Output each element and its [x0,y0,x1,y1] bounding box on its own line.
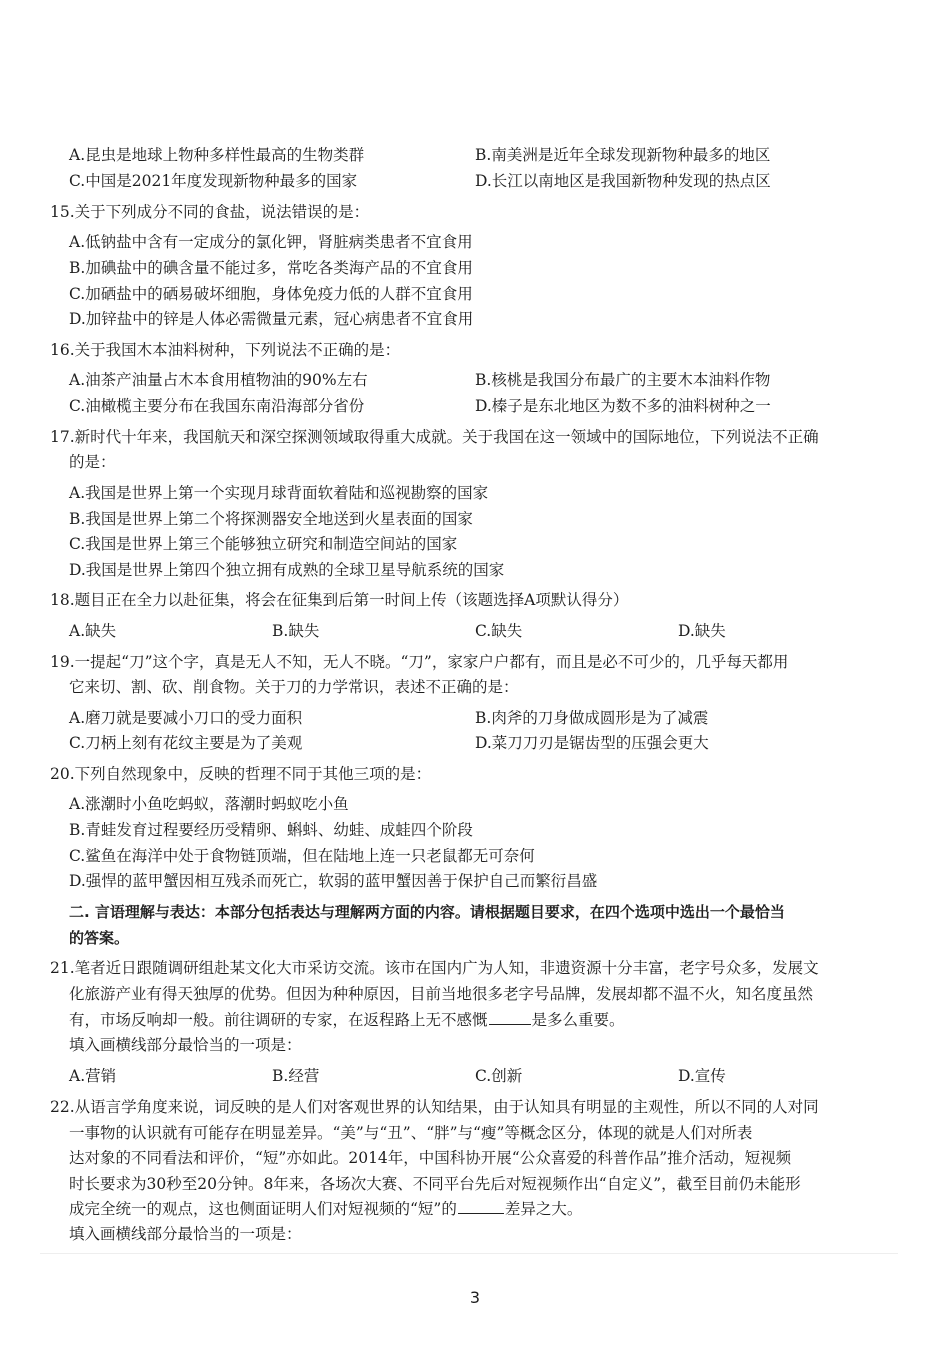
q17-option-d: D.我国是世界上第四个独立拥有成熟的全球卫星导航系统的国家 [69,561,505,579]
q21-option-c: C.创新 [475,1067,523,1085]
fill-in-blank [458,1197,504,1214]
q15-stem: 15.关于下列成分不同的食盐，说法错误的是： [50,203,370,221]
q22-passage-line-3: 达对象的不同看法和评价，“短”亦如此。2014年，中国科协开展“公众喜爱的科普作品”推介活动，短视频 [69,1149,792,1167]
q20-option-d: D.强悍的蓝甲蟹因相互残杀而死亡，软弱的蓝甲蟹因善于保护自己而繁衍昌盛 [69,872,598,890]
q18-option-b: B.缺失 [272,622,320,640]
q17-option-a: A.我国是世界上第一个实现月球背面软着陆和巡视勘察的国家 [69,484,489,502]
q21-option-d: D.宣传 [678,1067,726,1085]
q19-option-c: C.刀柄上刻有花纹主要是为了美观 [69,734,303,752]
q19-stem-line-1: 19.一提起“刀”这个字，真是无人不知，无人不晓。“刀”，家家户户都有，而且是必不可少的，几乎每天都用 [50,653,789,671]
q17-option-b: B.我国是世界上第二个将探测器安全地送到火星表面的国家 [69,510,473,528]
q21-text-after-blank: 是多么重要。 [531,1011,625,1029]
q15-option-d: D.加锌盐中的锌是人体必需微量元素，冠心病患者不宜食用 [69,310,474,328]
q22-text-before-blank: 成完全统一的观点，这也侧面证明人们对短视频的“短”的 [69,1200,457,1218]
q21-passage-line-2: 化旅游产业有得天独厚的优势。但因为种种原因，目前当地很多老字号品牌，发展却都不温不火，知名度虽然 [69,985,814,1003]
q14-option-d: D.长江以南地区是我国新物种发现的热点区 [475,172,771,190]
q19-option-a: A.磨刀就是要减小刀口的受力面积 [69,709,303,727]
q15-option-c: C.加硒盐中的硒易破坏细胞，身体免疫力低的人群不宜食用 [69,285,473,303]
q21-passage-line-3 [69,1008,625,1032]
q16-stem: 16.关于我国木本油料树种，下列说法不正确的是： [50,341,401,359]
q17-option-c: C.我国是世界上第三个能够独立研究和制造空间站的国家 [69,535,458,553]
q22-passage-line-1: 22.从语言学角度来说，词反映的是人们对客观世界的认知结果，由于认知具有明显的主观性，所以不同的人对同 [50,1098,819,1116]
q17-stem-line-2: 的是： [69,453,116,471]
q22-prompt: 填入画横线部分最恰当的一项是： [69,1225,302,1243]
q18-stem: 18.题目正在全力以赴征集，将会在征集到后第一时间上传（该题选择A项默认得分） [50,591,629,609]
q22-passage-line-4: 时长要求为30秒至20分钟。8年来，各场次大赛、不同平台先后对短视频作出“自定义”，截至目前仍未能形 [69,1175,801,1193]
footer-divider [40,1253,898,1254]
q16-option-d: D.榛子是东北地区为数不多的油料树种之一 [475,397,771,415]
q14-option-a: A.昆虫是地球上物种多样性最高的生物类群 [69,146,365,164]
page-number: 3 [469,1288,481,1307]
q21-option-a: A.营销 [69,1067,117,1085]
q19-option-b: B.肉斧的刀身做成圆形是为了减震 [475,709,709,727]
q18-option-a: A.缺失 [69,622,117,640]
q15-option-b: B.加碘盐中的碘含量不能过多，常吃各类海产品的不宜食用 [69,259,473,277]
q16-option-b: B.核桃是我国分布最广的主要木本油料作物 [475,371,771,389]
q20-option-c: C.鲨鱼在海洋中处于食物链顶端，但在陆地上连一只老鼠都无可奈何 [69,847,535,865]
section-heading-line-2: 的答案。 [69,929,130,947]
q18-option-c: C.缺失 [475,622,523,640]
q21-passage-line-1: 21.笔者近日跟随调研组赴某文化大市采访交流。该市在国内广为人知，非遗资源十分丰富，老字号众多，发展文 [50,959,819,977]
q20-option-a: A.涨潮时小鱼吃蚂蚁，落潮时蚂蚁吃小鱼 [69,795,349,813]
q19-option-d: D.菜刀刀刃是锯齿型的压强会更大 [475,734,709,752]
q14-option-c: C.中国是2021年度发现新物种最多的国家 [69,172,358,190]
q22-text-after-blank: 差异之大。 [504,1200,583,1218]
q18-option-d: D.缺失 [678,622,726,640]
section-heading-line-1: 二. 言语理解与表达：本部分包括表达与理解两方面的内容。请根据题目要求，在四个选项中选出一个最恰当 [69,903,785,921]
q22-passage-line-2: 一事物的认识就有可能存在明显差异。“美”与“丑”、“胖”与“瘦”等概念区分，体现的就是人们对所表 [69,1124,753,1142]
q21-option-b: B.经营 [272,1067,320,1085]
q21-prompt: 填入画横线部分最恰当的一项是： [69,1036,302,1054]
q21-text-before-blank: 有，市场反响却一般。前往调研的专家，在返程路上无不感慨 [69,1011,488,1029]
q20-option-b: B.青蛙发育过程要经历受精卵、蝌蚪、幼蛙、成蛙四个阶段 [69,821,473,839]
q16-option-c: C.油橄榄主要分布在我国东南沿海部分省份 [69,397,365,415]
q22-passage-line-5 [69,1197,582,1221]
q20-stem: 20.下列自然现象中，反映的哲理不同于其他三项的是： [50,765,432,783]
fill-in-blank [489,1008,531,1025]
q14-option-b: B.南美洲是近年全球发现新物种最多的地区 [475,146,771,164]
q15-option-a: A.低钠盐中含有一定成分的氯化钾，肾脏病类患者不宜食用 [69,233,473,251]
q19-stem-line-2: 它来切、割、砍、削食物。关于刀的力学常识，表述不正确的是： [69,678,519,696]
q16-option-a: A.油茶产油量占木本食用植物油的90%左右 [69,371,368,389]
q17-stem-line-1: 17.新时代十年来，我国航天和深空探测领域取得重大成就。关于我国在这一领域中的国际地位，下列说法不正确 [50,428,819,446]
